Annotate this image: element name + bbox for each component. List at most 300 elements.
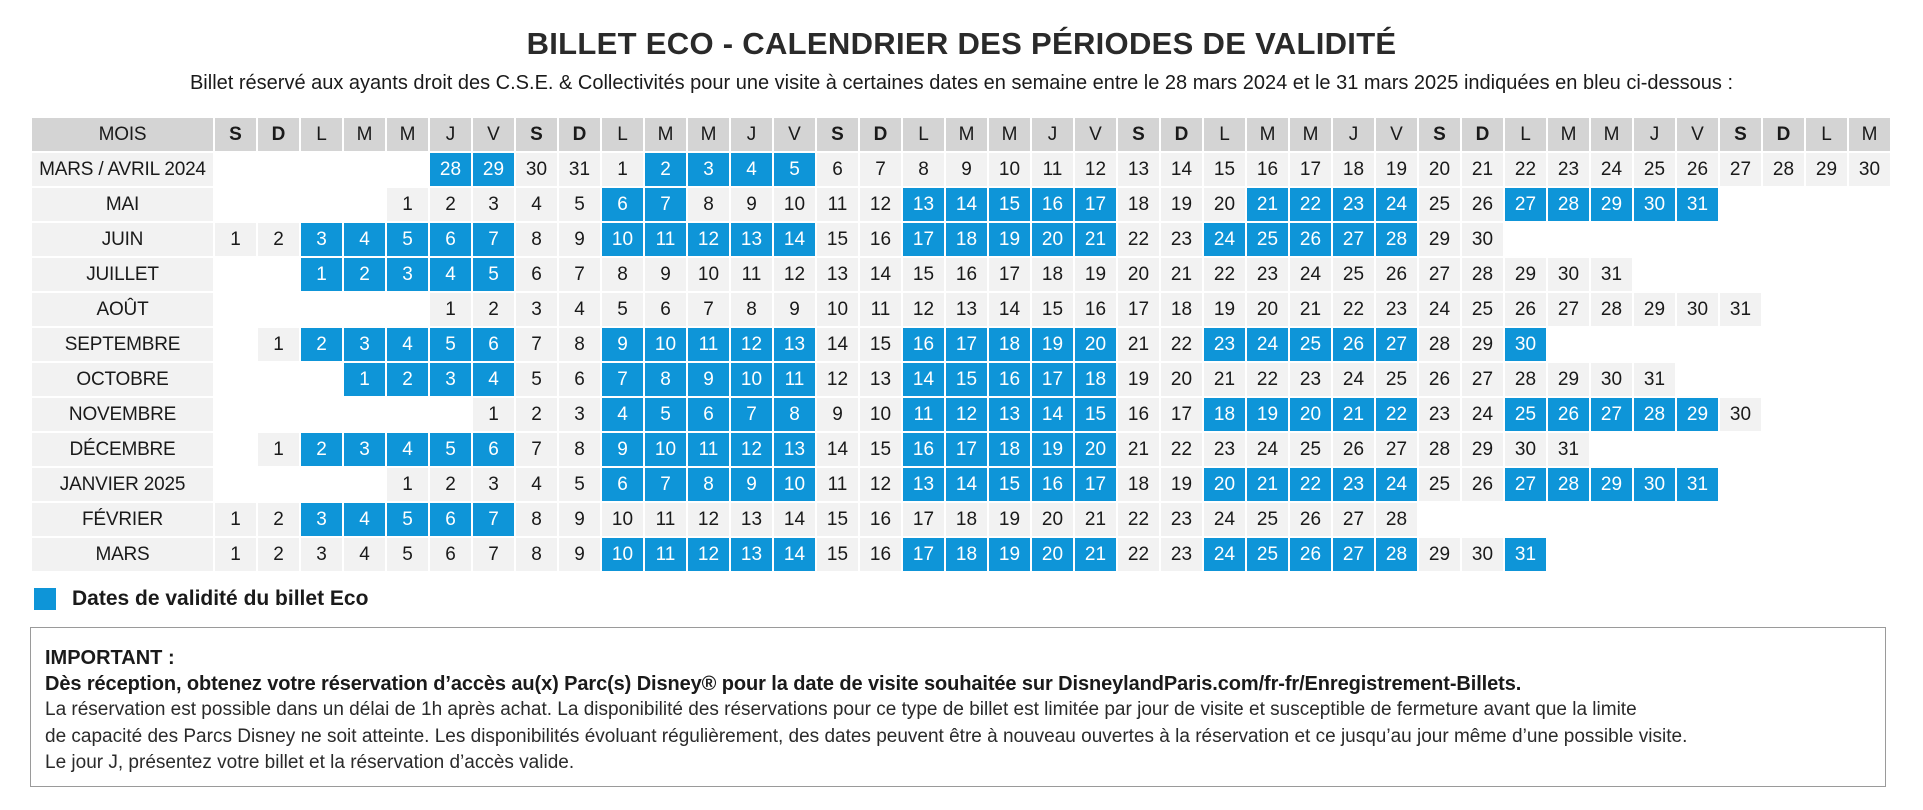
day-cell: 7 (645, 468, 686, 501)
page-title: BILLET ECO - CALENDRIER DES PÉRIODES DE VALIDITÉ (526, 26, 1397, 61)
day-cell: 13 (774, 433, 815, 466)
day-cell: 1 (344, 363, 385, 396)
month-label: SEPTEMBRE (32, 328, 213, 361)
day-cell: 7 (602, 363, 643, 396)
day-cell: 5 (430, 328, 471, 361)
day-cell: 13 (903, 468, 944, 501)
day-cell: 16 (1032, 188, 1073, 221)
day-cell: 25 (1290, 328, 1331, 361)
day-cell: 21 (1333, 398, 1374, 431)
empty-cell (1634, 223, 1675, 256)
empty-cell (1806, 223, 1847, 256)
month-row (32, 363, 1890, 396)
day-cell: 18 (1032, 258, 1073, 291)
weekday-header-cell: M (1247, 118, 1288, 151)
day-cell: 3 (301, 538, 342, 571)
month-row (32, 258, 1890, 291)
day-cell: 16 (989, 363, 1030, 396)
day-cell: 28 (1591, 293, 1632, 326)
empty-cell (1806, 258, 1847, 291)
day-cell: 23 (1333, 188, 1374, 221)
day-cell: 14 (946, 188, 987, 221)
empty-cell (301, 293, 342, 326)
weekday-header-cell: J (1032, 118, 1073, 151)
empty-cell (301, 363, 342, 396)
day-cell: 26 (1677, 153, 1718, 186)
day-cell: 21 (1075, 538, 1116, 571)
day-cell: 7 (559, 258, 600, 291)
day-cell: 13 (731, 223, 772, 256)
day-cell: 19 (1376, 153, 1417, 186)
day-cell: 17 (1075, 188, 1116, 221)
day-cell: 9 (559, 538, 600, 571)
empty-cell (1806, 328, 1847, 361)
day-cell: 21 (1161, 258, 1202, 291)
weekday-header-cell: L (903, 118, 944, 151)
day-cell: 11 (645, 503, 686, 536)
day-cell: 2 (258, 538, 299, 571)
day-cell: 7 (731, 398, 772, 431)
empty-cell (430, 398, 471, 431)
day-cell: 20 (1075, 328, 1116, 361)
day-cell: 25 (1634, 153, 1675, 186)
day-cell: 1 (258, 433, 299, 466)
day-cell: 22 (1118, 538, 1159, 571)
day-cell: 5 (602, 293, 643, 326)
day-cell: 17 (1075, 468, 1116, 501)
day-cell: 15 (817, 223, 858, 256)
important-body-line: Le jour J, présentez votre billet et la réservation d’accès valide. (45, 752, 575, 773)
empty-cell (258, 468, 299, 501)
weekday-header-cell: M (688, 118, 729, 151)
day-cell: 1 (602, 153, 643, 186)
empty-cell (1806, 468, 1847, 501)
day-cell: 26 (1376, 258, 1417, 291)
empty-cell (1505, 223, 1546, 256)
day-cell: 29 (473, 153, 514, 186)
day-cell: 29 (1591, 188, 1632, 221)
day-cell: 23 (1161, 538, 1202, 571)
day-cell: 31 (1634, 363, 1675, 396)
day-cell: 21 (1118, 433, 1159, 466)
empty-cell (1849, 293, 1890, 326)
day-cell: 31 (1505, 538, 1546, 571)
day-cell: 11 (1032, 153, 1073, 186)
day-cell: 14 (774, 538, 815, 571)
empty-cell (1591, 538, 1632, 571)
empty-cell (1849, 468, 1890, 501)
day-cell: 12 (903, 293, 944, 326)
day-cell: 19 (1204, 293, 1245, 326)
day-cell: 11 (903, 398, 944, 431)
day-cell: 27 (1591, 398, 1632, 431)
day-cell: 13 (1118, 153, 1159, 186)
day-cell: 20 (1161, 363, 1202, 396)
day-cell: 24 (1204, 503, 1245, 536)
empty-cell (215, 188, 256, 221)
day-cell: 19 (1032, 328, 1073, 361)
empty-cell (1763, 363, 1804, 396)
day-cell: 16 (1118, 398, 1159, 431)
empty-cell (258, 153, 299, 186)
weekday-header-cell: D (559, 118, 600, 151)
calendar-body (32, 118, 1890, 571)
month-row (32, 293, 1890, 326)
day-cell: 14 (989, 293, 1030, 326)
day-cell: 18 (946, 503, 987, 536)
empty-cell (258, 258, 299, 291)
day-cell: 8 (559, 433, 600, 466)
day-cell: 11 (688, 328, 729, 361)
day-cell: 9 (817, 398, 858, 431)
day-cell: 9 (645, 258, 686, 291)
day-cell: 23 (1204, 328, 1245, 361)
weekday-header-cell: D (1462, 118, 1503, 151)
day-cell: 27 (1333, 223, 1374, 256)
day-cell: 18 (1075, 363, 1116, 396)
day-cell: 19 (1075, 258, 1116, 291)
day-cell: 3 (301, 223, 342, 256)
day-cell: 13 (774, 328, 815, 361)
month-label: FÉVRIER (32, 503, 213, 536)
day-cell: 28 (1548, 468, 1589, 501)
day-cell: 4 (602, 398, 643, 431)
day-cell: 22 (1161, 328, 1202, 361)
day-cell: 5 (645, 398, 686, 431)
weekday-header-cell: M (946, 118, 987, 151)
day-cell: 26 (1548, 398, 1589, 431)
empty-cell (301, 153, 342, 186)
day-cell: 4 (516, 188, 557, 221)
day-cell: 18 (1118, 188, 1159, 221)
day-cell: 30 (1634, 468, 1675, 501)
empty-cell (1634, 258, 1675, 291)
day-cell: 22 (1204, 258, 1245, 291)
weekday-header-cell: L (602, 118, 643, 151)
day-cell: 22 (1161, 433, 1202, 466)
day-cell: 2 (516, 398, 557, 431)
empty-cell (1849, 328, 1890, 361)
empty-cell (215, 398, 256, 431)
day-cell: 21 (1290, 293, 1331, 326)
empty-cell (344, 153, 385, 186)
day-cell: 1 (258, 328, 299, 361)
day-cell: 13 (731, 503, 772, 536)
day-cell: 12 (731, 433, 772, 466)
day-cell: 20 (1419, 153, 1460, 186)
day-cell: 4 (387, 328, 428, 361)
empty-cell (1548, 503, 1589, 536)
day-cell: 14 (1161, 153, 1202, 186)
day-cell: 11 (731, 258, 772, 291)
day-cell: 9 (731, 188, 772, 221)
weekday-header-cell: M (1849, 118, 1890, 151)
empty-cell (344, 293, 385, 326)
empty-cell (1849, 433, 1890, 466)
weekday-header-cell: V (473, 118, 514, 151)
day-cell: 10 (774, 188, 815, 221)
day-cell: 16 (946, 258, 987, 291)
empty-cell (1806, 293, 1847, 326)
empty-cell (1849, 363, 1890, 396)
weekday-header-cell: M (1290, 118, 1331, 151)
day-cell: 5 (516, 363, 557, 396)
empty-cell (1763, 468, 1804, 501)
day-cell: 2 (301, 433, 342, 466)
day-cell: 6 (473, 328, 514, 361)
day-cell: 6 (430, 503, 471, 536)
day-cell: 4 (473, 363, 514, 396)
day-cell: 15 (860, 328, 901, 361)
day-cell: 3 (344, 433, 385, 466)
day-cell: 24 (1333, 363, 1374, 396)
day-cell: 8 (602, 258, 643, 291)
weekday-header-cell: M (645, 118, 686, 151)
day-cell: 3 (559, 398, 600, 431)
empty-cell (1677, 363, 1718, 396)
day-cell: 25 (1247, 538, 1288, 571)
empty-cell (1720, 188, 1761, 221)
empty-cell (1419, 503, 1460, 536)
day-cell: 18 (1118, 468, 1159, 501)
day-cell: 31 (559, 153, 600, 186)
day-cell: 6 (430, 223, 471, 256)
month-row (32, 153, 1890, 186)
day-cell: 6 (688, 398, 729, 431)
empty-cell (1763, 223, 1804, 256)
empty-cell (215, 363, 256, 396)
month-row (32, 433, 1890, 466)
day-cell: 3 (473, 468, 514, 501)
day-cell: 21 (1075, 223, 1116, 256)
empty-cell (1505, 503, 1546, 536)
day-cell: 7 (860, 153, 901, 186)
day-cell: 16 (860, 538, 901, 571)
month-label: OCTOBRE (32, 363, 213, 396)
month-row (32, 468, 1890, 501)
weekday-header-cell: L (301, 118, 342, 151)
empty-cell (1634, 538, 1675, 571)
day-cell: 27 (1419, 258, 1460, 291)
empty-cell (1677, 503, 1718, 536)
weekday-header-cell: D (1161, 118, 1202, 151)
day-cell: 11 (688, 433, 729, 466)
empty-cell (1591, 328, 1632, 361)
day-cell: 13 (989, 398, 1030, 431)
day-cell: 27 (1333, 503, 1374, 536)
empty-cell (1677, 223, 1718, 256)
empty-cell (1720, 538, 1761, 571)
day-cell: 25 (1376, 363, 1417, 396)
day-cell: 14 (817, 433, 858, 466)
weekday-header-cell: S (1720, 118, 1761, 151)
weekday-header-cell: M (344, 118, 385, 151)
day-cell: 27 (1462, 363, 1503, 396)
day-cell: 17 (903, 223, 944, 256)
day-cell: 26 (1290, 538, 1331, 571)
empty-cell (1806, 398, 1847, 431)
day-cell: 11 (645, 538, 686, 571)
day-cell: 12 (946, 398, 987, 431)
day-cell: 19 (1161, 188, 1202, 221)
empty-cell (301, 188, 342, 221)
day-cell: 17 (1161, 398, 1202, 431)
day-cell: 9 (602, 433, 643, 466)
day-cell: 22 (1376, 398, 1417, 431)
day-cell: 7 (473, 223, 514, 256)
empty-cell (344, 188, 385, 221)
empty-cell (1677, 328, 1718, 361)
day-cell: 3 (688, 153, 729, 186)
day-cell: 5 (559, 188, 600, 221)
day-cell: 4 (559, 293, 600, 326)
day-cell: 9 (731, 468, 772, 501)
day-cell: 4 (344, 223, 385, 256)
day-cell: 2 (473, 293, 514, 326)
day-cell: 31 (1720, 293, 1761, 326)
day-cell: 28 (1763, 153, 1804, 186)
empty-cell (1720, 433, 1761, 466)
day-cell: 13 (903, 188, 944, 221)
day-cell: 28 (1376, 223, 1417, 256)
day-cell: 30 (1505, 433, 1546, 466)
day-cell: 21 (1247, 468, 1288, 501)
day-cell: 28 (1505, 363, 1546, 396)
month-label: AOÛT (32, 293, 213, 326)
day-cell: 28 (1376, 503, 1417, 536)
day-cell: 11 (817, 468, 858, 501)
day-cell: 18 (946, 223, 987, 256)
empty-cell (1720, 363, 1761, 396)
day-cell: 2 (258, 503, 299, 536)
month-label: JUILLET (32, 258, 213, 291)
empty-cell (1548, 328, 1589, 361)
day-cell: 20 (1290, 398, 1331, 431)
empty-cell (1849, 188, 1890, 221)
day-cell: 22 (1290, 188, 1331, 221)
important-body (45, 697, 1871, 777)
day-cell: 1 (473, 398, 514, 431)
day-cell: 20 (1204, 188, 1245, 221)
day-cell: 25 (1462, 293, 1503, 326)
day-cell: 20 (1032, 538, 1073, 571)
weekday-header-cell: M (387, 118, 428, 151)
weekday-header-cell: M (1591, 118, 1632, 151)
weekday-header-cell: S (1118, 118, 1159, 151)
weekday-header-cell: J (731, 118, 772, 151)
day-cell: 6 (473, 433, 514, 466)
day-cell: 10 (817, 293, 858, 326)
day-cell: 5 (387, 503, 428, 536)
month-label: DÉCEMBRE (32, 433, 213, 466)
day-cell: 15 (817, 503, 858, 536)
month-row (32, 188, 1890, 221)
day-cell: 23 (1333, 468, 1374, 501)
day-cell: 29 (1634, 293, 1675, 326)
empty-cell (1591, 433, 1632, 466)
empty-cell (1763, 538, 1804, 571)
day-cell: 4 (731, 153, 772, 186)
day-cell: 22 (1118, 223, 1159, 256)
month-row (32, 398, 1890, 431)
weekday-header-cell: L (1806, 118, 1847, 151)
empty-cell (1849, 503, 1890, 536)
empty-cell (1720, 468, 1761, 501)
day-cell: 29 (1462, 328, 1503, 361)
day-cell: 29 (1462, 433, 1503, 466)
day-cell: 14 (860, 258, 901, 291)
month-row (32, 223, 1890, 256)
day-cell: 18 (1333, 153, 1374, 186)
day-cell: 6 (602, 188, 643, 221)
day-cell: 19 (1161, 468, 1202, 501)
day-cell: 7 (473, 503, 514, 536)
day-cell: 30 (1591, 363, 1632, 396)
important-body-line: La réservation est possible dans un délai de 1h après achat. La disponibilité des réservations pour ce type de billet est limitée par jour de visite et susceptible de fermeture avant que la limite (45, 699, 1637, 720)
day-cell: 18 (1161, 293, 1202, 326)
day-cell: 18 (1204, 398, 1245, 431)
day-cell: 31 (1548, 433, 1589, 466)
day-cell: 2 (430, 188, 471, 221)
day-cell: 24 (1419, 293, 1460, 326)
day-cell: 8 (688, 188, 729, 221)
day-cell: 12 (860, 188, 901, 221)
empty-cell (258, 293, 299, 326)
day-cell: 26 (1290, 223, 1331, 256)
empty-cell (215, 433, 256, 466)
day-cell: 12 (731, 328, 772, 361)
day-cell: 18 (989, 433, 1030, 466)
day-cell: 7 (688, 293, 729, 326)
day-cell: 11 (817, 188, 858, 221)
day-cell: 1 (387, 468, 428, 501)
day-cell: 1 (215, 538, 256, 571)
empty-cell (1720, 223, 1761, 256)
empty-cell (1806, 433, 1847, 466)
day-cell: 12 (774, 258, 815, 291)
day-cell: 8 (645, 363, 686, 396)
day-cell: 10 (645, 328, 686, 361)
day-cell: 10 (602, 223, 643, 256)
day-cell: 10 (688, 258, 729, 291)
day-cell: 23 (1204, 433, 1245, 466)
day-cell: 26 (1333, 328, 1374, 361)
day-cell: 6 (602, 468, 643, 501)
day-cell: 8 (688, 468, 729, 501)
day-cell: 11 (860, 293, 901, 326)
empty-cell (1849, 398, 1890, 431)
day-cell: 3 (344, 328, 385, 361)
day-cell: 28 (1419, 328, 1460, 361)
day-cell: 31 (1677, 188, 1718, 221)
empty-cell (301, 398, 342, 431)
day-cell: 25 (1419, 468, 1460, 501)
day-cell: 7 (516, 328, 557, 361)
day-cell: 5 (774, 153, 815, 186)
empty-cell (1720, 328, 1761, 361)
day-cell: 10 (602, 503, 643, 536)
empty-cell (387, 398, 428, 431)
day-cell: 10 (645, 433, 686, 466)
day-cell: 20 (1247, 293, 1288, 326)
day-cell: 15 (989, 468, 1030, 501)
weekday-header-cell: S (1419, 118, 1460, 151)
day-cell: 12 (688, 223, 729, 256)
weekday-header-cell: S (215, 118, 256, 151)
day-cell: 3 (387, 258, 428, 291)
empty-cell (1806, 538, 1847, 571)
day-cell: 10 (731, 363, 772, 396)
